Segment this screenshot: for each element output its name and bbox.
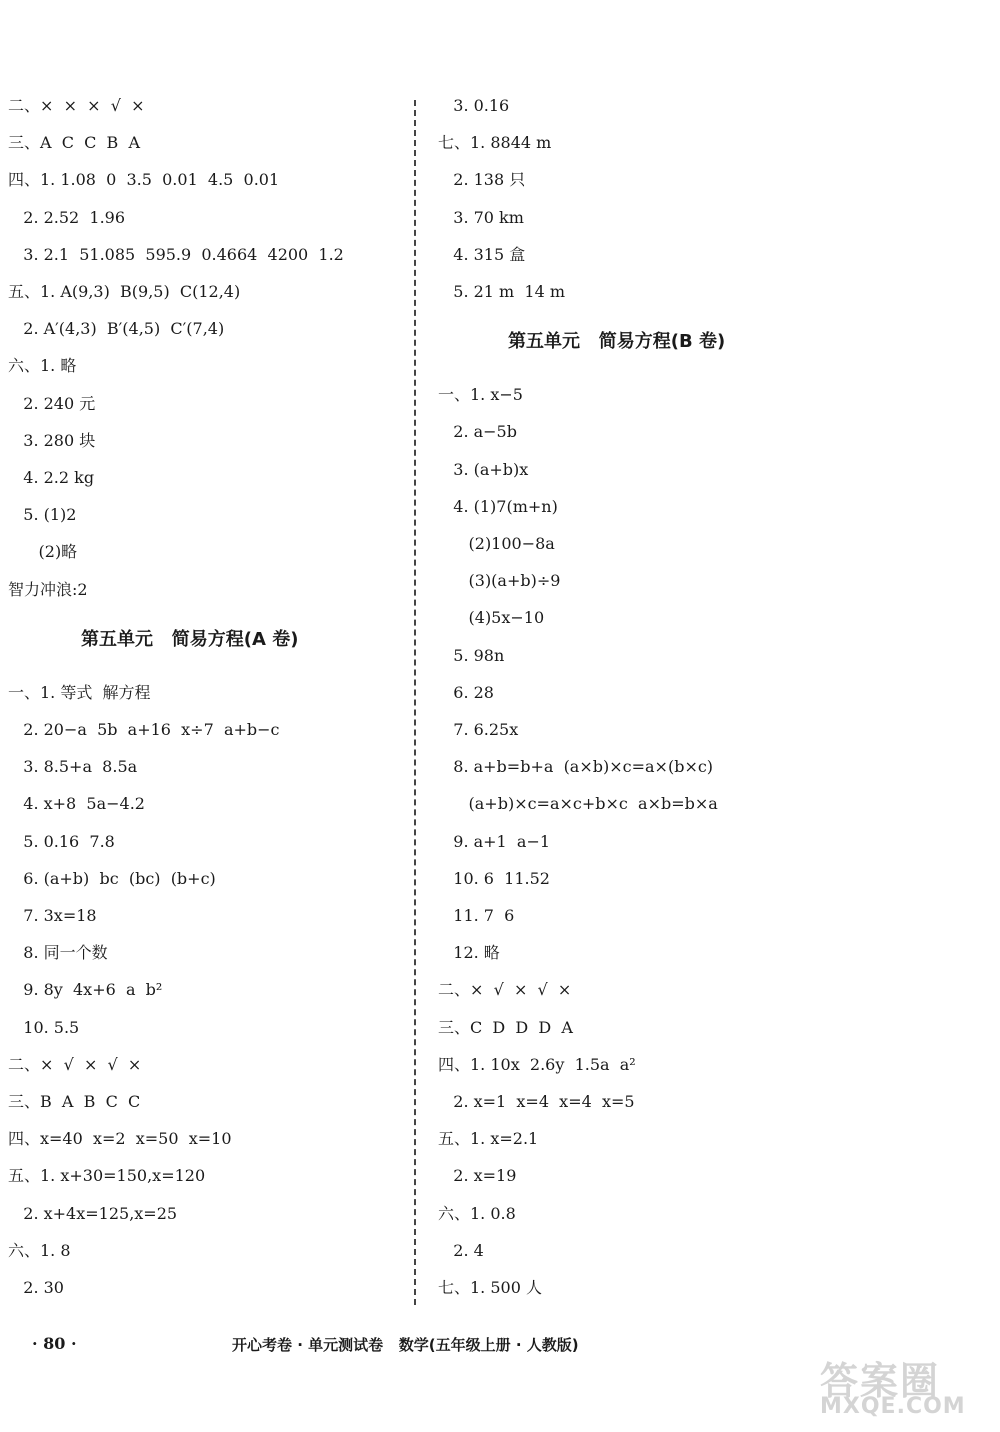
- answer-line: 2. 240 元: [8, 393, 96, 413]
- answer-line: 3. 0.16: [438, 96, 510, 115]
- answer-line: (4)5x−10: [438, 608, 545, 628]
- answer-line: 三、B A B C C: [8, 1092, 141, 1111]
- answer-line: 3. 280 块: [8, 430, 96, 450]
- answer-line: 2. 20−a 5b a+16 x÷7 a+b−c: [8, 720, 280, 739]
- answer-line: 5. 21 m 14 m: [438, 282, 566, 301]
- answer-line: 五、1. A(9,3) B(9,5) C(12,4): [8, 282, 241, 301]
- answer-line: 三、C D D D A: [438, 1017, 573, 1037]
- answer-line: (a+b)×c=a×c+b×c a×b=b×a: [438, 794, 718, 814]
- answer-line: 7. 6.25x: [438, 720, 519, 739]
- answer-line: 七、1. 8844 m: [438, 133, 552, 153]
- answer-line: 三、A C C B A: [8, 133, 141, 153]
- answer-line: (3)(a+b)÷9: [438, 571, 561, 591]
- answer-line: 4. 2.2 kg: [8, 468, 95, 487]
- answer-line: 2. x+4x=125,x=25: [8, 1203, 178, 1223]
- answer-line: 10. 6 11.52: [438, 868, 550, 888]
- answer-line: 智力冲浪:2: [8, 579, 88, 599]
- answer-line: 3. (a+b)x: [438, 459, 529, 479]
- section-title: 第五单元 简易方程(B 卷): [508, 331, 726, 353]
- answer-line: 2. 30: [8, 1278, 64, 1297]
- answer-line: 2. x=19: [438, 1166, 517, 1186]
- answer-line: 六、1. 略: [8, 356, 77, 376]
- answer-line: 10. 5.5: [8, 1017, 80, 1037]
- answer-line: 4. (1)7(m+n): [438, 496, 558, 516]
- answer-line: 5. 98n: [438, 645, 505, 665]
- answer-line: (2)100−8a: [438, 534, 555, 553]
- answer-line: 3. 70 km: [438, 207, 524, 227]
- answer-line: 四、1. 10x 2.6y 1.5a a²: [438, 1054, 636, 1074]
- answer-line: 四、1. 1.08 0 3.5 0.01 4.5 0.01: [8, 170, 280, 190]
- answer-line: 二、× √ × √ ×: [8, 1054, 142, 1074]
- answer-line: 五、1. x=2.1: [438, 1129, 539, 1149]
- answer-line: 9. 8y 4x+6 a b²: [8, 980, 163, 1000]
- column-divider: [414, 100, 416, 1305]
- answer-line: 5. (1)2: [8, 505, 77, 525]
- answer-line: 8. a+b=b+a (a×b)×c=a×(b×c): [438, 757, 714, 777]
- answer-line: 12. 略: [438, 943, 500, 963]
- answer-line: 8. 同一个数: [8, 943, 108, 963]
- answer-line: 2. A′(4,3) B′(4,5) C′(7,4): [8, 319, 225, 339]
- answer-line: 二、× × × √ ×: [8, 96, 145, 115]
- answer-line: 7. 3x=18: [8, 906, 97, 925]
- answer-line: (2)略: [8, 542, 78, 562]
- answer-line: 9. a+1 a−1: [438, 831, 551, 851]
- answer-line: 6. 28: [438, 682, 494, 702]
- answer-line: 5. 0.16 7.8: [8, 831, 115, 851]
- answer-line: 6. (a+b) bc (bc) (b+c): [8, 868, 216, 888]
- answer-line: 六、1. 0.8: [438, 1203, 516, 1223]
- watermark-top: 答案圈: [820, 1359, 941, 1403]
- watermark-logo: [820, 1350, 990, 1422]
- page-number: · 80 ·: [32, 1334, 77, 1353]
- answer-line: 七、1. 500 人: [438, 1278, 542, 1297]
- answer-line: 3. 8.5+a 8.5a: [8, 757, 138, 777]
- answer-line: 3. 2.1 51.085 595.9 0.4664 4200 1.2: [8, 244, 344, 264]
- answer-line: 2. 2.52 1.96: [8, 207, 126, 227]
- answer-line: 4. x+8 5a−4.2: [8, 794, 145, 814]
- answer-line: 四、x=40 x=2 x=50 x=10: [8, 1129, 232, 1149]
- answer-line: 2. 138 只: [438, 170, 526, 190]
- answer-line: 二、× √ × √ ×: [438, 980, 572, 1000]
- answer-line: 2. a−5b: [438, 422, 517, 442]
- answer-line: 一、1. x−5: [438, 385, 523, 405]
- watermark-bottom: MXQE.COM: [820, 1394, 966, 1419]
- section-title: 第五单元 简易方程(A 卷): [81, 628, 299, 650]
- answer-line: 一、1. 等式 解方程: [8, 682, 151, 702]
- answer-line: 11. 7 6: [438, 906, 515, 925]
- answer-line: 六、1. 8: [8, 1240, 71, 1260]
- answer-line: 五、1. x+30=150,x=120: [8, 1166, 206, 1186]
- answer-line: 4. 315 盒: [438, 244, 526, 264]
- book-title: 开心考卷 · 单元测试卷 数学(五年级上册 · 人教版): [232, 1336, 579, 1354]
- answer-line: 2. 4: [438, 1240, 484, 1260]
- answer-line: 2. x=1 x=4 x=4 x=5: [438, 1092, 635, 1111]
